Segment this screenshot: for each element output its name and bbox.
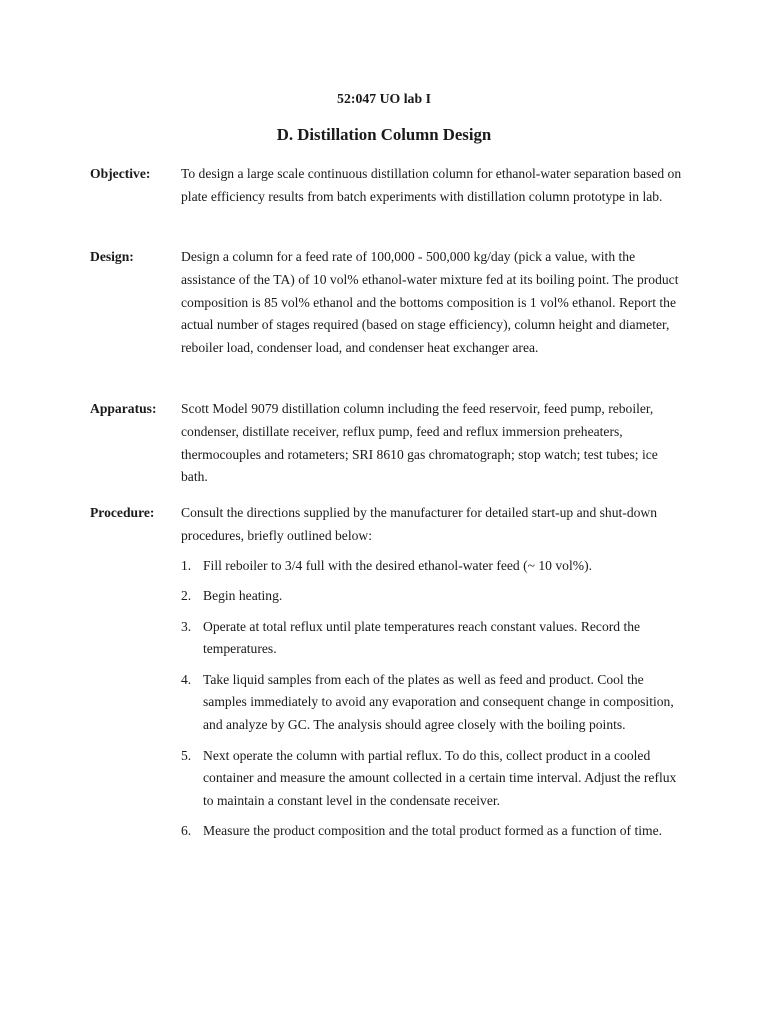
step-text: Take liquid samples from each of the plates as well as feed and product. Cool the samples immediately to avoid any evaporation and consequent change in composition, and analyze by GC. The analysis should agree closely with the boiling points. <box>203 671 674 733</box>
step-text: Measure the product composition and the total product formed as a function of time. <box>203 823 663 839</box>
step-number: 3. <box>181 618 192 634</box>
procedure-steps <box>181 555 687 851</box>
step-number: 5. <box>181 747 192 763</box>
apparatus-text: Scott Model 9079 distillation column including the feed reservoir, feed pump, reboiler, condenser, distillate receiver, reflux pump, feed and reflux immersion preheaters, thermocouples and rotameters; SRI 8610 gas chromatograph; stop watch; test tubes; ice bath. <box>181 401 658 485</box>
step-number: 6. <box>181 823 192 839</box>
procedure-step <box>181 585 687 608</box>
step-text: Begin heating. <box>203 588 283 604</box>
design-text: Design a column for a feed rate of 100,000 - 500,000 kg/day (pick a value, with the assistance of the TA) of 10 vol% ethanol-water mixture fed at its boiling point. The product composition is 85 vol% ethanol and the bottoms composition is 1 vol% ethanol. Report the actual number of stages required (based on stage efficiency), column height and diameter, reboiler load, condenser load, and condenser heat exchanger area. <box>181 249 679 356</box>
apparatus-label: Apparatus: <box>90 401 157 416</box>
page-title: D. Distillation Column Design <box>276 125 492 144</box>
procedure-step <box>181 820 687 843</box>
procedure-step <box>181 616 687 662</box>
procedure-label: Procedure: <box>90 505 155 520</box>
procedure-step <box>181 555 687 578</box>
procedure-step <box>181 669 687 737</box>
course-code: 52:047 UO lab I <box>337 91 431 106</box>
procedure-intro: Consult the directions supplied by the manufacturer for detailed start-up and shut-down procedures, briefly outlined below: <box>181 505 658 543</box>
procedure-step <box>181 745 687 813</box>
step-text: Operate at total reflux until plate temperatures reach constant values. Record the temperatures. <box>203 618 641 657</box>
step-number: 2. <box>181 588 192 604</box>
design-label: Design: <box>90 249 134 264</box>
step-number: 4. <box>181 671 192 687</box>
objective-label: Objective: <box>90 166 151 181</box>
step-number: 1. <box>181 558 192 573</box>
step-text: Fill reboiler to 3/4 full with the desired ethanol-water feed (~ 10 vol%). <box>203 558 593 573</box>
objective-text: To design a large scale continuous distillation column for ethanol-water separation based on plate efficiency results from batch experiments with distillation column prototype in lab. <box>181 166 682 204</box>
step-text: Next operate the column with partial reflux. To do this, collect product in a cooled container and measure the amount collected in a certain time interval. Adjust the reflux to maintain a constant level in the condensate receiver. <box>203 747 677 809</box>
